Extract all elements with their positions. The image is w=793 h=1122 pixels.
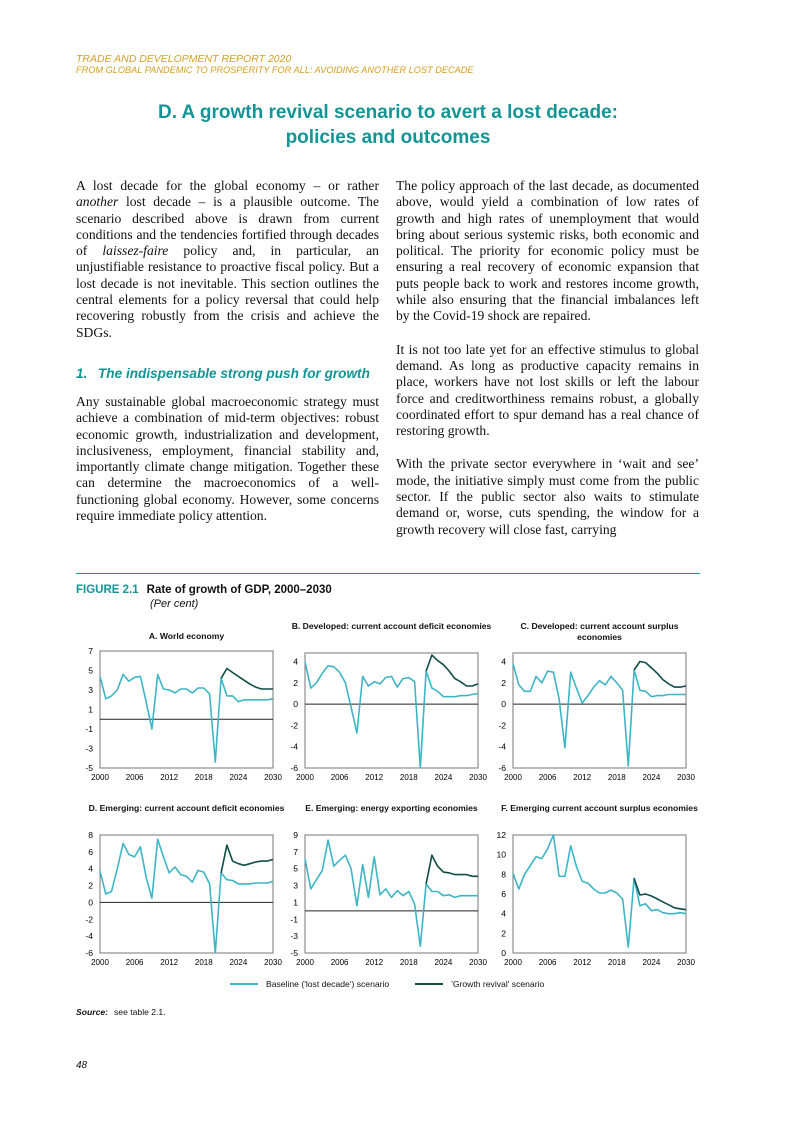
- paragraph: Any sustainable global macroeconomic strategy must achieve a combination of mid-term objectives: robust economic growth, industrialization and development, inclusiveness, employment, financial stability and, importantly climate change mitigation. Together these can determine the macroeconomics of a well-functioning global economy. However, some concerns require immediate policy attention.: [76, 393, 379, 524]
- y-tick-label: 3: [293, 880, 298, 891]
- y-tick-label: 2: [88, 880, 93, 891]
- x-tick-label: 2006: [538, 958, 557, 967]
- panel-title: C. Developed: current account surplus economies: [520, 621, 679, 642]
- x-tick-label: 2000: [504, 958, 522, 967]
- x-tick-label: 2006: [330, 773, 349, 782]
- x-tick-label: 2006: [330, 958, 349, 967]
- x-tick-label: 2024: [434, 958, 453, 967]
- paragraph: It is not too late yet for an effective stimulus to global demand. As long as productive capacity remains in place, workers have not lost skills or left the labour force and creditworthiness remains robust, a globally coordinated effort to spur demand has a real chance of restoring growth.: [396, 341, 699, 439]
- y-tick-label: 4: [501, 656, 506, 667]
- legend-label-baseline: Baseline ('lost decade') scenario: [266, 979, 390, 989]
- y-tick-label: -5: [290, 948, 298, 958]
- x-tick-label: 2018: [607, 958, 626, 967]
- running-header-subtitle: FROM GLOBAL PANDEMIC TO PROSPERITY FOR ALL: AVOIDING ANOTHER LOST DECADE: [76, 65, 474, 75]
- x-tick-label: 2012: [365, 773, 384, 782]
- y-tick-label: -4: [498, 741, 506, 752]
- x-tick-label: 2024: [642, 773, 661, 782]
- revival-series-line: [426, 655, 478, 686]
- x-tick-label: 2012: [365, 958, 384, 967]
- section-title-line1: D. A growth revival scenario to avert a lost decade:: [157, 102, 619, 123]
- y-tick-label: -6: [85, 948, 93, 958]
- revival-series-line: [426, 855, 478, 884]
- y-tick-label: 0: [88, 897, 93, 908]
- baseline-series-line: [513, 664, 686, 766]
- y-tick-label: 9: [293, 830, 298, 840]
- baseline-series-line: [100, 839, 273, 953]
- y-tick-label: 5: [88, 665, 93, 676]
- panel-title: F. Emerging current account surplus economies: [501, 803, 698, 813]
- x-tick-label: 2018: [194, 773, 213, 782]
- plot-frame: [513, 835, 686, 953]
- x-tick-label: 2012: [160, 958, 179, 967]
- y-tick-label: -6: [290, 763, 298, 773]
- x-tick-label: 2030: [264, 958, 282, 967]
- y-tick-label: 0: [501, 699, 506, 710]
- x-tick-label: 2030: [469, 958, 487, 967]
- legend-label-revival: 'Growth revival' scenario: [451, 979, 545, 989]
- y-tick-label: -2: [498, 720, 506, 731]
- y-tick-label: 4: [501, 908, 506, 919]
- y-tick-label: 6: [88, 846, 93, 857]
- x-tick-label: 2000: [504, 773, 522, 782]
- baseline-series-line: [513, 835, 686, 947]
- plot-frame: [100, 835, 273, 953]
- figure-caption: FIGURE 2.1 Rate of growth of GDP, 2000–2030: [76, 584, 332, 596]
- x-tick-label: 2000: [91, 773, 109, 782]
- revival-series-line: [221, 669, 273, 690]
- figure-source: Source: see table 2.1.: [76, 1007, 166, 1017]
- y-tick-label: 1: [88, 704, 93, 715]
- plot-frame: [513, 653, 686, 768]
- paragraph: With the private sector everywhere in ‘wait and see’ mode, the initiative simply must come from the public sector. If the public sector also waits to stimulate demand or, worse, cuts spending, the window for a growth recovery will close fast, carrying: [396, 456, 699, 537]
- x-tick-label: 2012: [573, 773, 592, 782]
- y-tick-label: -4: [290, 741, 298, 752]
- y-tick-label: 1: [293, 897, 298, 908]
- x-tick-label: 2030: [469, 773, 487, 782]
- y-tick-label: 3: [88, 685, 93, 695]
- x-tick-label: 2024: [229, 773, 248, 782]
- x-tick-label: 2006: [125, 773, 144, 782]
- paragraph: The policy approach of the last decade, as documented above, would yield a combination of low rates of growth and high rates of unemployment that would bring about serious systemic risks, both economic and political. The priority for economic policy must be ensuring a real recovery of economic expansion that puts people back to work and restores income growth, while also ensuring that the financial imbalances left by the Covid-19 shock are repaired.: [396, 178, 699, 324]
- x-tick-label: 2018: [399, 958, 418, 967]
- y-tick-label: -5: [85, 763, 93, 773]
- y-tick-label: 10: [496, 849, 506, 860]
- y-tick-label: -2: [290, 720, 298, 731]
- y-tick-label: 12: [496, 830, 506, 840]
- x-tick-label: 2024: [434, 773, 453, 782]
- x-tick-label: 2030: [677, 773, 695, 782]
- y-tick-label: 0: [501, 948, 506, 958]
- panel-title: D. Emerging: current account deficit economies: [88, 803, 285, 813]
- y-tick-label: -1: [85, 724, 93, 734]
- y-tick-label: -1: [290, 914, 298, 925]
- page-number: 48: [76, 1060, 88, 1071]
- y-tick-label: -2: [85, 914, 93, 925]
- x-tick-label: 2012: [160, 773, 179, 782]
- x-tick-label: 2024: [642, 958, 661, 967]
- x-tick-label: 2012: [573, 958, 592, 967]
- y-tick-label: -4: [85, 931, 93, 942]
- y-tick-label: 4: [88, 863, 93, 874]
- plot-frame: [100, 651, 273, 768]
- y-tick-label: 2: [293, 677, 298, 688]
- x-tick-label: 2018: [194, 958, 213, 967]
- baseline-series-line: [100, 674, 273, 762]
- y-tick-label: -3: [290, 931, 298, 942]
- y-tick-label: 4: [293, 656, 298, 667]
- y-tick-label: 7: [293, 846, 298, 857]
- x-tick-label: 2000: [296, 958, 314, 967]
- x-tick-label: 2030: [677, 958, 695, 967]
- figure-unit: (Per cent): [150, 598, 199, 610]
- running-header-title: TRADE AND DEVELOPMENT REPORT 2020: [76, 53, 292, 65]
- y-tick-label: 7: [88, 646, 93, 656]
- revival-series-line: [634, 662, 686, 688]
- baseline-series-line: [305, 662, 478, 769]
- x-tick-label: 2018: [607, 773, 626, 782]
- paragraph: A lost decade for the global economy – or rather another lost decade – is a plausible outcome. The scenario described above is drawn from current conditions and the tendencies fortified through decades of laissez-faire policy and, in particular, an unjustifiable resistance to proactive fiscal policy. But a lost decade is not inevitable. This section outlines the central elements for a policy reversal that could help recovering robustly from the crisis and achieve the SDGs.: [76, 178, 379, 340]
- panel-title: B. Developed: current account deficit economies: [291, 621, 492, 631]
- plot-frame: [305, 653, 478, 768]
- x-tick-label: 2024: [229, 958, 248, 967]
- x-tick-label: 2030: [264, 773, 282, 782]
- x-tick-label: 2000: [91, 958, 109, 967]
- panel-title: E. Emerging: energy exporting economies: [305, 803, 478, 813]
- y-tick-label: 0: [293, 699, 298, 710]
- revival-series-line: [221, 845, 273, 873]
- x-tick-label: 2018: [399, 773, 418, 782]
- panel-title: A. World economy: [148, 631, 225, 641]
- y-tick-label: 8: [501, 869, 506, 880]
- x-tick-label: 2006: [538, 773, 557, 782]
- x-tick-label: 2000: [296, 773, 314, 782]
- y-tick-label: 2: [501, 677, 506, 688]
- section-title-line2: policies and outcomes: [285, 127, 491, 148]
- y-tick-label: -6: [498, 763, 506, 773]
- y-tick-label: 6: [501, 889, 506, 899]
- y-tick-label: 8: [88, 830, 93, 840]
- x-tick-label: 2006: [125, 958, 144, 967]
- baseline-series-line: [305, 840, 478, 946]
- y-tick-label: -3: [85, 743, 93, 754]
- subheading: 1. The indispensable strong push for growth: [76, 365, 370, 381]
- y-tick-label: 2: [501, 928, 506, 939]
- y-tick-label: 5: [293, 863, 298, 874]
